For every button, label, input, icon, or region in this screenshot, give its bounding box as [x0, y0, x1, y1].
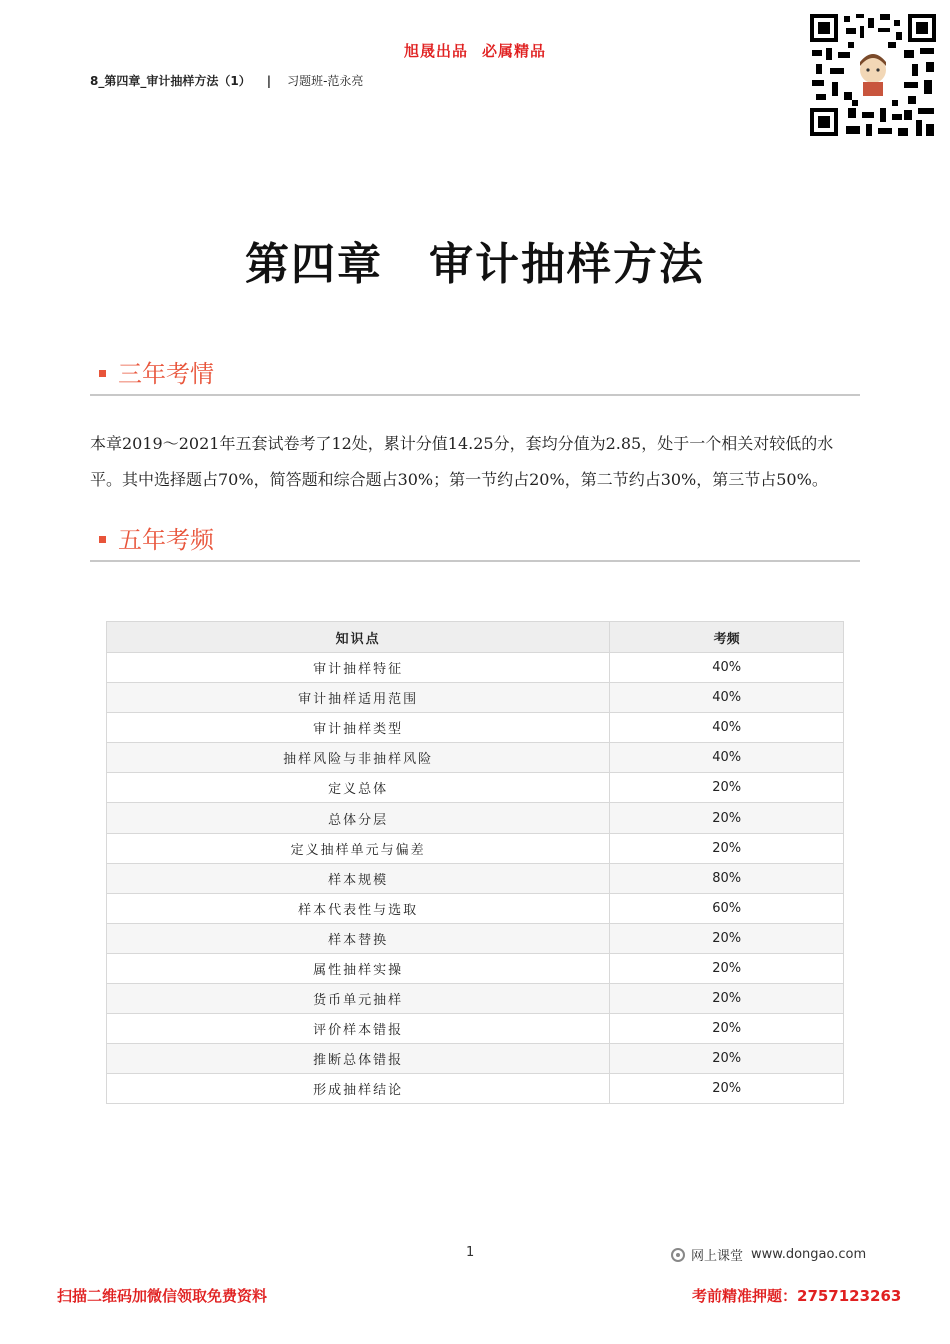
document-header — [90, 72, 363, 89]
frequency-cell: 80% — [610, 863, 844, 893]
frequency-cell: 20% — [610, 803, 844, 833]
site-url[interactable]: www.dongao.com — [751, 1247, 867, 1262]
promo-right: 考前精准押题：2757123263 — [692, 1287, 902, 1305]
section-title: 三年考情 — [118, 360, 214, 388]
frequency-cell: 20% — [610, 984, 844, 1014]
topic-cell: 推断总体错报 — [107, 1044, 610, 1074]
brand-slogan-right: 必属精品 — [482, 42, 547, 60]
topic-cell: 抽样风险与非抽样风险 — [107, 743, 610, 773]
topic-cell: 样本代表性与选取 — [107, 893, 610, 923]
table-row — [107, 1044, 844, 1074]
table-row — [107, 773, 844, 803]
frequency-cell: 20% — [610, 1014, 844, 1044]
topic-cell: 审计抽样适用范围 — [107, 683, 610, 713]
section-heading-exam-overview — [90, 354, 860, 396]
topic-cell: 审计抽样特征 — [107, 653, 610, 683]
table-row — [107, 803, 844, 833]
table-row — [107, 1014, 844, 1044]
topic-cell: 审计抽样类型 — [107, 713, 610, 743]
table-row — [107, 743, 844, 773]
section-bullet-icon — [99, 536, 106, 543]
topic-cell: 属性抽样实操 — [107, 953, 610, 983]
page-number: 1 — [466, 1245, 475, 1260]
frequency-cell: 20% — [610, 773, 844, 803]
table-row — [107, 953, 844, 983]
section-title: 五年考频 — [118, 526, 214, 554]
header-separator: | — [266, 74, 272, 88]
frequency-cell: 40% — [610, 713, 844, 743]
topic-cell: 样本规模 — [107, 863, 610, 893]
frequency-table — [106, 621, 844, 1104]
table-row — [107, 653, 844, 683]
frequency-cell: 40% — [610, 683, 844, 713]
frequency-cell: 60% — [610, 893, 844, 923]
table-row — [107, 713, 844, 743]
table-row — [107, 893, 844, 923]
topic-cell: 样本替换 — [107, 923, 610, 953]
site-footer — [671, 1245, 866, 1264]
promo-left: 扫描二维码加微信领取免费资料 — [57, 1287, 268, 1305]
frequency-cell: 40% — [610, 653, 844, 683]
topic-cell: 评价样本错报 — [107, 1014, 610, 1044]
topic-cell: 形成抽样结论 — [107, 1074, 610, 1104]
table-row — [107, 1074, 844, 1104]
topic-cell: 总体分层 — [107, 803, 610, 833]
qr-code-icon — [808, 12, 938, 138]
topic-cell: 定义总体 — [107, 773, 610, 803]
table-row — [107, 683, 844, 713]
dongao-logo-icon — [671, 1248, 685, 1262]
section-bullet-icon — [99, 370, 106, 377]
course-title: 8_第四章_审计抽样方法（1） — [90, 74, 251, 88]
topic-cell: 定义抽样单元与偏差 — [107, 833, 610, 863]
table-row — [107, 863, 844, 893]
brand-slogan-left: 旭晟出品 — [403, 42, 468, 60]
site-name: 网上课堂 — [691, 1249, 744, 1264]
table-row — [107, 923, 844, 953]
header-topic: 知识点 — [107, 622, 610, 653]
frequency-cell: 20% — [610, 923, 844, 953]
frequency-cell: 20% — [610, 1074, 844, 1104]
chapter-title — [0, 228, 950, 292]
table-row — [107, 984, 844, 1014]
frequency-cell: 20% — [610, 1044, 844, 1074]
frequency-cell: 40% — [610, 743, 844, 773]
table-row — [107, 833, 844, 863]
chapter-name: 审计抽样方法 — [429, 239, 705, 290]
exam-overview-paragraph: 本章2019～2021年五套试卷考了12处，累计分值14.25分，套均分值为2.85，处于一个相关对较低的水平。其中选择题占70%，简答题和综合题占30%；第一节约占20%，第二节约占30%，第三节占50%。 — [90, 434, 834, 489]
header-frequency: 考频 — [610, 622, 844, 653]
frequency-cell: 20% — [610, 953, 844, 983]
section-heading-frequency — [90, 520, 860, 562]
frequency-cell: 20% — [610, 833, 844, 863]
topic-cell: 货币单元抽样 — [107, 984, 610, 1014]
class-teacher: 习题班-范永亮 — [287, 74, 364, 88]
chapter-number: 第四章 — [245, 239, 383, 290]
table-header-row — [107, 622, 844, 653]
